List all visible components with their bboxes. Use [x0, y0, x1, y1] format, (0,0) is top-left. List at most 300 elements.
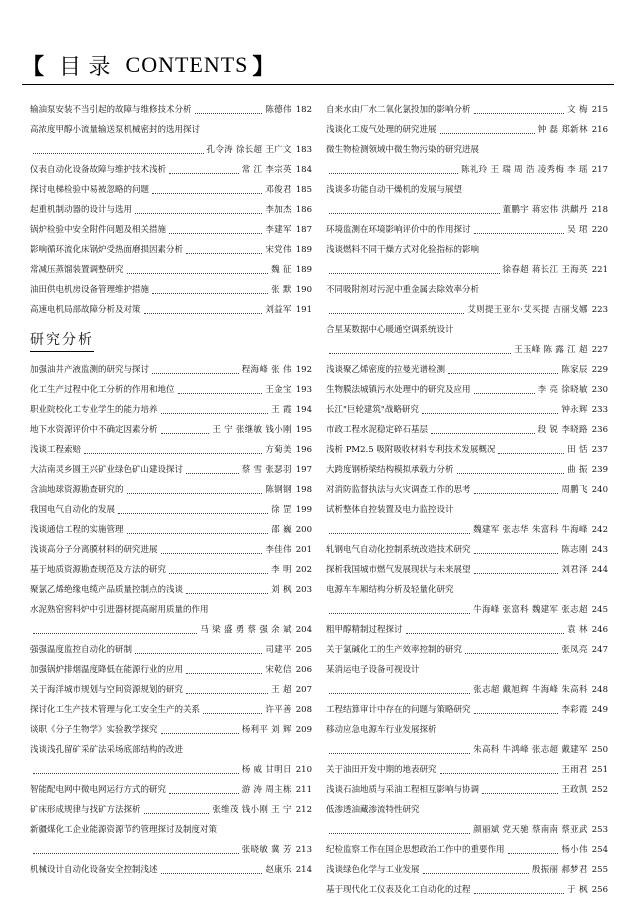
entry-title: 浅谈工程索赔	[30, 445, 82, 455]
toc-entry[interactable]	[30, 600, 312, 640]
toc-entry[interactable]	[326, 120, 608, 140]
toc-entry-line	[326, 780, 608, 800]
entry-page: 239	[591, 465, 608, 475]
left-bottom-list	[30, 360, 312, 880]
toc-entry-line	[30, 240, 312, 260]
toc-entry[interactable]	[326, 220, 608, 240]
toc-entry-line	[326, 280, 608, 300]
entry-authors: 田 恬	[567, 445, 588, 455]
entry-authors: 张晓敏 冀 芳	[241, 845, 292, 855]
toc-entry-line	[326, 160, 608, 180]
entry-title: 新疆煤化工企业能源资源节约管理探讨及制度对策	[30, 825, 218, 835]
dot-leader	[169, 793, 239, 794]
toc-entry[interactable]	[326, 240, 608, 280]
dot-leader	[127, 533, 269, 534]
header-bracket-right: 】	[252, 53, 276, 79]
dot-leader	[118, 513, 268, 514]
entry-authors: 李彩霞	[561, 705, 588, 715]
toc-entry-line	[326, 740, 608, 760]
entry-page: 217	[591, 165, 608, 175]
toc-entry[interactable]	[326, 780, 608, 800]
entry-title: 强强温度监控自动化的研制	[30, 645, 133, 655]
toc-entry[interactable]	[326, 860, 608, 880]
entry-authors: 颜丽斌 党天驰 蔡南南 蔡亚武	[473, 825, 588, 835]
entry-authors: 徐 罡	[271, 505, 292, 515]
left-column	[30, 100, 312, 880]
toc-entry[interactable]	[326, 480, 608, 500]
entry-title: 机械设计自动化设备安全控制浅述	[30, 865, 158, 875]
toc-entry-line	[326, 100, 608, 120]
dot-leader	[329, 753, 470, 754]
toc-entry[interactable]	[30, 540, 312, 560]
toc-entry[interactable]	[30, 700, 312, 720]
entry-page: 207	[295, 685, 312, 695]
entry-page: 210	[295, 765, 312, 775]
toc-entry[interactable]	[30, 120, 312, 160]
entry-authors: 邵 巍	[271, 525, 292, 535]
dot-leader	[169, 173, 239, 174]
toc-entry[interactable]	[30, 260, 312, 280]
toc-entry[interactable]	[326, 360, 608, 380]
toc-entry[interactable]	[326, 180, 608, 220]
entry-authors: 段 锐 李晓路	[537, 425, 588, 435]
toc-entry-line	[30, 420, 312, 440]
toc-entry-line	[30, 460, 312, 480]
entry-authors: 王玉峰 陈 露 江 超	[514, 345, 588, 355]
entry-title: 浅谈燃料不同干燥方式对化验指标的影响	[326, 245, 480, 255]
entry-page: 243	[591, 545, 608, 555]
toc-entry-line	[30, 360, 312, 380]
entry-page: 218	[591, 205, 608, 215]
entry-page: 242	[591, 525, 608, 535]
entry-authors: 宋党伟	[265, 245, 292, 255]
entry-title: 粗甲醇精制过程探讨	[326, 625, 403, 635]
entry-authors: 王 宁 张继敏 钱小刚	[212, 425, 292, 435]
dot-leader	[474, 553, 559, 554]
dot-leader	[186, 593, 268, 594]
entry-title: 起重机制动器的设计与选用	[30, 205, 133, 215]
toc-entry[interactable]	[30, 560, 312, 580]
toc-entry[interactable]	[326, 420, 608, 440]
dot-leader	[127, 493, 263, 494]
dot-leader	[135, 653, 262, 654]
entry-page: 198	[295, 485, 312, 495]
entry-authors: 张 默	[271, 285, 292, 295]
toc-entry[interactable]	[30, 680, 312, 700]
toc-entry-line	[30, 560, 312, 580]
entry-title: 关于油田开发中期的地表研究	[326, 765, 437, 775]
toc-entry-line	[326, 820, 608, 840]
entry-page: 203	[295, 585, 312, 595]
toc-entry-line	[30, 680, 312, 700]
entry-title: 常减压蒸馏装置调整研究	[30, 265, 124, 275]
dot-leader	[329, 613, 470, 614]
toc-entry-line	[30, 820, 312, 840]
dot-leader	[144, 313, 263, 314]
dot-leader	[127, 273, 269, 274]
entry-page: 255	[591, 865, 608, 875]
dot-leader	[84, 453, 262, 454]
dot-leader	[329, 273, 500, 274]
toc-entry-line	[326, 500, 608, 520]
entry-title: 探讨电梯检验中易被忽略的问题	[30, 185, 150, 195]
entry-page: 246	[591, 625, 608, 635]
dot-leader	[440, 133, 535, 134]
dot-leader	[33, 153, 204, 154]
toc-entry[interactable]	[30, 740, 312, 780]
entry-title: 加强锅炉排烟温度降低在能源行业的应用	[30, 665, 184, 675]
dot-leader	[33, 633, 197, 634]
toc-entry[interactable]	[30, 200, 312, 220]
entry-title: 大沽南灵乡圆王兴矿业绿色矿山建设探讨	[30, 465, 184, 475]
entry-page: 230	[591, 385, 608, 395]
toc-entry[interactable]	[30, 500, 312, 520]
entry-page: 183	[295, 145, 312, 155]
entry-authors: 张凤亮	[561, 645, 588, 655]
toc-entry[interactable]	[30, 380, 312, 400]
toc-entry[interactable]	[326, 460, 608, 480]
entry-authors: 王 超	[271, 685, 292, 695]
dot-leader	[152, 193, 262, 194]
toc-entry[interactable]	[326, 580, 608, 620]
toc-entry-line	[326, 520, 608, 540]
entry-authors: 李加杰	[265, 205, 292, 215]
toc-entry-line	[30, 220, 312, 240]
entry-title: 合星某数据中心暖通空调系统设计	[326, 325, 454, 335]
toc-entry-line	[326, 640, 608, 660]
entry-authors: 董鹏宇 蒋宏伟 洪麒丹	[502, 205, 588, 215]
entry-title: 低渗透油藏渗流特性研究	[326, 805, 420, 815]
toc-entry-line	[326, 380, 608, 400]
toc-entry[interactable]	[30, 100, 312, 120]
dot-leader	[448, 373, 558, 374]
entry-title: 水泥熟窑窖料炉中引进器材提高耐用质量的作用	[30, 605, 209, 615]
dot-leader	[508, 853, 559, 854]
header-title-zh: 目 录	[59, 53, 112, 79]
entry-authors: 艾则提王亚尔·艾买提 吉丽戈娜	[467, 305, 588, 315]
dot-leader	[431, 433, 535, 434]
toc-entry[interactable]	[30, 180, 312, 200]
entry-page: 200	[295, 525, 312, 535]
dot-leader	[186, 693, 268, 694]
entry-authors: 李佳伟	[265, 545, 292, 555]
entry-title: 浅谈聚乙烯密度的拉曼光谱检测	[326, 365, 446, 375]
toc-entry[interactable]	[326, 400, 608, 420]
toc-entry[interactable]	[30, 860, 312, 880]
toc-entry[interactable]	[326, 380, 608, 400]
toc-entry-line	[30, 100, 312, 120]
entry-page: 199	[295, 505, 312, 515]
toc-entry[interactable]	[30, 480, 312, 500]
dot-leader	[169, 573, 268, 574]
toc-entry-line	[30, 600, 312, 620]
entry-title: 试析整体自控装置及电力监控设计	[326, 505, 454, 515]
toc-entry[interactable]	[30, 800, 312, 820]
entry-title: 浅析 PM2.5 吸附吸收材料专利技术发展概况	[326, 445, 496, 455]
toc-entry[interactable]	[30, 640, 312, 660]
entry-authors: 马 梁 盛 勇 蔡 强 余 斌	[200, 625, 292, 635]
toc-entry-line	[326, 620, 608, 640]
dot-leader	[440, 773, 559, 774]
entry-authors: 于 枫	[567, 885, 588, 895]
entry-page: 244	[591, 565, 608, 575]
entry-page: 184	[295, 165, 312, 175]
toc-entry-line	[326, 480, 608, 500]
entry-page: 186	[295, 205, 312, 215]
entry-page: 189	[295, 265, 312, 275]
dot-leader	[161, 733, 239, 734]
dot-leader	[169, 233, 262, 234]
dot-leader	[474, 113, 565, 114]
toc-entry[interactable]	[326, 560, 608, 580]
entry-page: 206	[295, 665, 312, 675]
toc-entry[interactable]	[30, 460, 312, 480]
dot-leader	[474, 493, 559, 494]
entry-page: 220	[591, 225, 608, 235]
entry-authors: 吴 珺	[567, 225, 588, 235]
toc-entry-line	[326, 700, 608, 720]
entry-page: 237	[591, 445, 608, 455]
toc-entry[interactable]	[326, 660, 608, 700]
toc-entry[interactable]	[326, 320, 608, 360]
entry-page: 250	[591, 745, 608, 755]
entry-authors: 牛海峰 张富科 魏建军 张志超	[473, 605, 588, 615]
entry-authors: 张志超 戴旭辉 牛海峰 朱高科	[473, 685, 588, 695]
entry-authors: 杨利平 刘 辉	[241, 725, 292, 735]
dot-leader	[329, 313, 464, 314]
entry-title: 矿床形成规律与找矿方法探析	[30, 805, 141, 815]
toc-entry[interactable]	[30, 420, 312, 440]
entry-page: 190	[295, 285, 312, 295]
entry-authors: 曲 振	[567, 465, 588, 475]
dot-leader	[144, 813, 210, 814]
toc-entry-line	[326, 260, 608, 280]
toc-entry[interactable]	[30, 240, 312, 260]
entry-authors: 陈志刚	[561, 545, 588, 555]
entry-authors: 袁 林	[567, 625, 588, 635]
entry-page: 195	[295, 425, 312, 435]
dot-leader	[152, 373, 239, 374]
entry-authors: 殷振丽 郝梦君	[531, 865, 588, 875]
entry-page: 211	[295, 785, 312, 795]
toc-entry[interactable]	[326, 100, 608, 120]
entry-page: 254	[591, 845, 608, 855]
entry-authors: 周鹏飞	[561, 485, 588, 495]
toc-entry[interactable]	[326, 800, 608, 840]
toc-entry[interactable]	[30, 280, 312, 300]
entry-page: 227	[591, 345, 608, 355]
entry-title: 工程结算审计中存在的问题与策略研究	[326, 705, 471, 715]
toc-entry[interactable]	[326, 440, 608, 460]
toc-entry[interactable]	[326, 280, 608, 320]
entry-authors: 李 亮 徐晓敏	[537, 385, 588, 395]
entry-title: 纪检监察工作在国企思想政治工作中的重要作用	[326, 845, 505, 855]
dot-leader	[161, 413, 269, 414]
entry-page: 202	[295, 565, 312, 575]
toc-entry-line	[30, 140, 312, 160]
entry-authors: 刘益军	[265, 305, 292, 315]
toc-entry-line	[326, 120, 608, 140]
toc-entry-line	[326, 220, 608, 240]
toc-entry[interactable]	[326, 700, 608, 720]
entry-title: 移动应急电源车行业发展探析	[326, 725, 437, 735]
dot-leader	[422, 413, 559, 414]
toc-entry-line	[30, 520, 312, 540]
toc-entry[interactable]	[326, 640, 608, 660]
entry-title: 锅炉检验中安全附件问题及相关措施	[30, 225, 167, 235]
entry-title: 电源车车厢结构分析及轻量化研究	[326, 585, 454, 595]
toc-entry-line	[326, 600, 608, 620]
toc-entry[interactable]	[30, 220, 312, 240]
toc-entry-line	[326, 880, 608, 900]
entry-page: 187	[295, 225, 312, 235]
entry-page: 208	[295, 705, 312, 715]
toc-entry[interactable]	[30, 520, 312, 540]
entry-title: 不同吸附剂对污泥中重金属去除效率分析	[326, 285, 480, 295]
entry-authors: 朱高科 牛鸿峰 张志超 戴建军	[473, 745, 588, 755]
entry-page: 201	[295, 545, 312, 555]
toc-entry[interactable]	[326, 620, 608, 640]
dot-leader	[329, 173, 458, 174]
toc-entry[interactable]	[326, 540, 608, 560]
toc-entry[interactable]	[326, 840, 608, 860]
toc-entry-line	[326, 300, 608, 320]
entry-title: 浅谈绿色化学与工业发展	[326, 865, 420, 875]
dot-leader	[474, 233, 565, 234]
toc-entry-line	[30, 780, 312, 800]
toc-entry-line	[30, 700, 312, 720]
toc-entry[interactable]	[30, 400, 312, 420]
entry-authors: 钟 磊 郑新林	[537, 125, 588, 135]
entry-page: 249	[591, 705, 608, 715]
entry-authors: 魏 征	[271, 265, 292, 275]
toc-entry[interactable]	[30, 160, 312, 180]
toc-entry[interactable]	[30, 780, 312, 800]
entry-title: 微生物检测领域中微生物污染的研究进展	[326, 145, 480, 155]
entry-page: 216	[591, 125, 608, 135]
dot-leader	[329, 833, 470, 834]
toc-entry-line	[326, 460, 608, 480]
dot-leader	[329, 353, 511, 354]
entry-title: 对消防监督执法与火灾调查工作的思考	[326, 485, 471, 495]
toc-entry-line	[326, 760, 608, 780]
toc-entry[interactable]	[326, 720, 608, 760]
dot-leader	[186, 473, 239, 474]
header-rule	[22, 84, 614, 85]
dot-leader	[329, 213, 500, 214]
entry-page: 229	[591, 365, 608, 375]
entry-authors: 陈礼玲 王 瑞 周 浩 凌秀梅 李 瑶	[461, 165, 588, 175]
entry-authors: 魏建军 张志华 朱富科 牛海峰	[473, 525, 588, 535]
entry-page: 233	[591, 405, 608, 415]
toc-entry-line	[30, 800, 312, 820]
entry-title: 我国电气自动化的发展	[30, 505, 116, 515]
entry-authors: 蔡 雪 张瑟羽	[241, 465, 292, 475]
dot-leader	[186, 253, 262, 254]
toc-entry[interactable]	[30, 300, 312, 320]
toc-entry-line	[30, 640, 312, 660]
entry-page: 240	[591, 485, 608, 495]
entry-title: 地下水资源评价中不确定因素分析	[30, 425, 158, 435]
toc-entry-line	[30, 260, 312, 280]
toc-entry[interactable]	[30, 720, 312, 740]
toc-entry[interactable]	[30, 360, 312, 380]
entry-authors: 陈德伟	[265, 105, 292, 115]
toc-entry[interactable]	[326, 500, 608, 540]
entry-authors: 王雨君	[561, 765, 588, 775]
entry-authors: 司建平	[265, 645, 292, 655]
toc-entry[interactable]	[326, 140, 608, 180]
entry-title: 长江"巨轮建筑"战略研究	[326, 405, 419, 415]
toc-entry-line	[30, 720, 312, 740]
entry-title: 仪表自动化设备故障与维护技术浅析	[30, 165, 167, 175]
entry-page: 252	[591, 785, 608, 795]
entry-authors: 钟永辉	[561, 405, 588, 415]
entry-authors: 游 涛 周主栋	[241, 785, 292, 795]
entry-page: 245	[591, 605, 608, 615]
toc-entry[interactable]	[326, 880, 608, 900]
toc-entry-line	[30, 740, 312, 760]
dot-leader	[329, 533, 470, 534]
toc-entry[interactable]	[30, 660, 312, 680]
entry-title: 职业院校化工专业学生的能力培养	[30, 405, 158, 415]
entry-title: 浅谈石油地质与采油工程相互影响与协调	[326, 785, 480, 795]
toc-entry[interactable]	[30, 580, 312, 600]
right-list	[326, 100, 608, 900]
entry-title: 轧钢电气自动化控制系统改造技术研究	[326, 545, 471, 555]
dot-leader	[406, 633, 565, 634]
toc-entry[interactable]	[30, 820, 312, 860]
contents-header	[22, 52, 275, 78]
entry-title: 浅谈化工废气处理的研究进展	[326, 125, 437, 135]
toc-entry-line	[30, 400, 312, 420]
entry-page: 192	[295, 365, 312, 375]
toc-entry[interactable]	[30, 440, 312, 460]
entry-title: 油田供电机房设备管理维护措施	[30, 285, 150, 295]
entry-authors: 李 明	[271, 565, 292, 575]
dot-leader	[195, 113, 263, 114]
toc-entry-line	[326, 680, 608, 700]
entry-page: 213	[295, 845, 312, 855]
toc-entry-line	[326, 400, 608, 420]
toc-entry-line	[30, 760, 312, 780]
toc-entry-line	[30, 840, 312, 860]
entry-authors: 李建军	[265, 225, 292, 235]
entry-title: 高浓度甲醇小流量输送泵机械密封的选用探讨	[30, 125, 201, 135]
toc-entry-line	[326, 140, 608, 160]
toc-entry-line	[30, 440, 312, 460]
toc-entry-line	[30, 580, 312, 600]
entry-title: 加强油井产液监测的研究与探讨	[30, 365, 150, 375]
entry-title: 基于地质资源勘查规范及方法的研究	[30, 565, 167, 575]
entry-authors: 张维茂 钱小刚 王 宁	[212, 805, 292, 815]
toc-entry-line	[326, 560, 608, 580]
toc-entry-line	[326, 360, 608, 380]
entry-page: 256	[591, 885, 608, 895]
entry-authors: 刘君泽	[561, 565, 588, 575]
dot-leader	[465, 653, 558, 654]
entry-page: 236	[591, 425, 608, 435]
entry-page: 205	[295, 645, 312, 655]
toc-entry-line	[30, 200, 312, 220]
dot-leader	[203, 713, 262, 714]
entry-page: 253	[591, 825, 608, 835]
entry-title: 聚氯乙烯绝缘电缆产品质量控制点的浅谈	[30, 585, 184, 595]
toc-entry-line	[326, 440, 608, 460]
entry-authors: 赵康乐	[265, 865, 292, 875]
toc-entry[interactable]	[326, 760, 608, 780]
entry-authors: 陈钢钢	[265, 485, 292, 495]
